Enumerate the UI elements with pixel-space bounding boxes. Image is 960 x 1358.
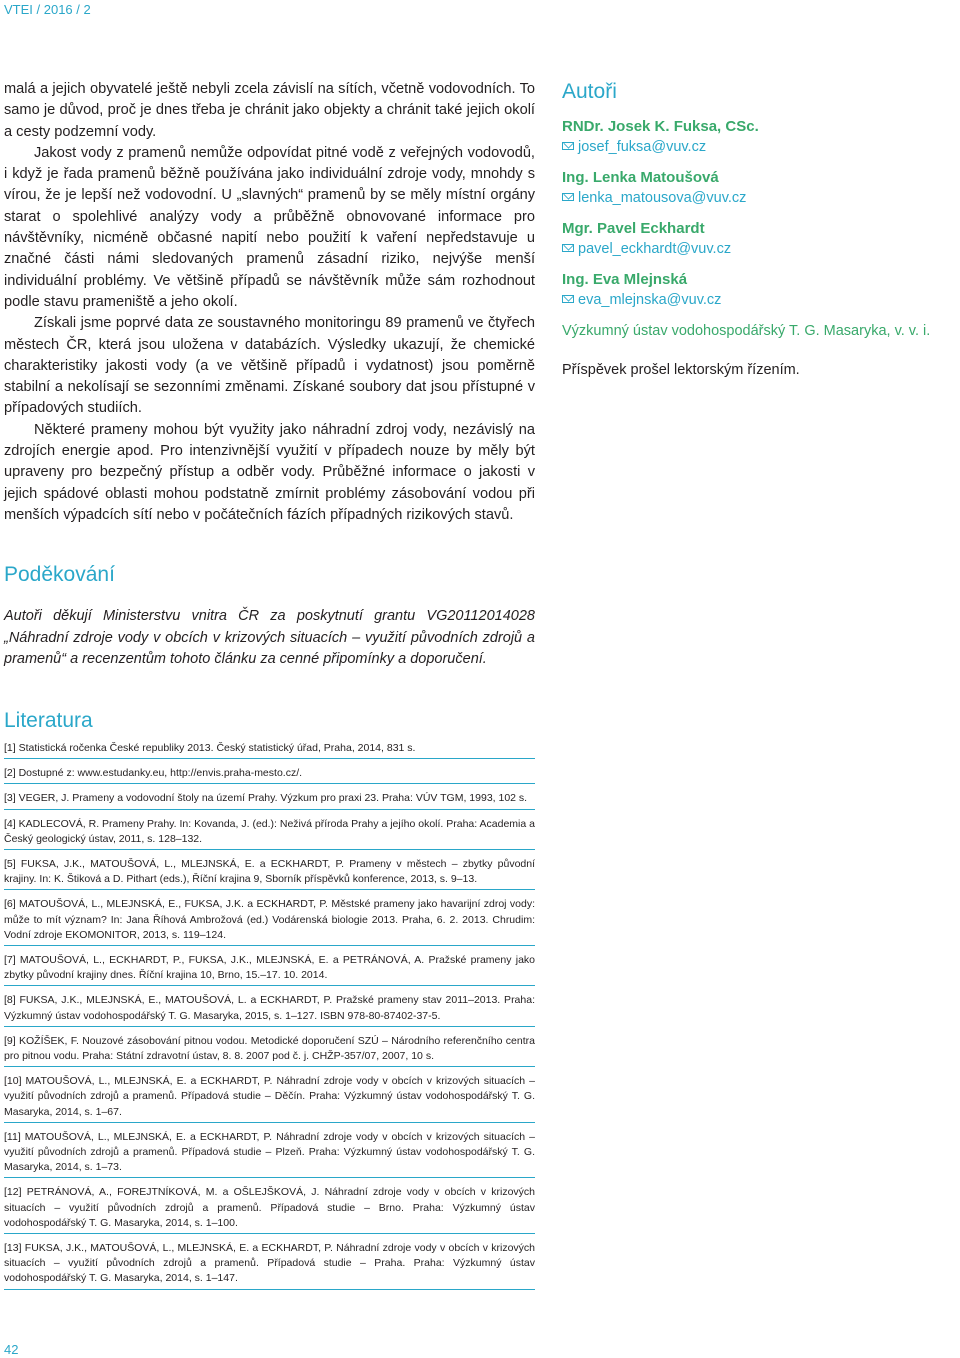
mail-icon: [562, 193, 574, 201]
author-email: eva_mlejnska@vuv.cz: [578, 292, 722, 308]
author-email: josef_fuksa@vuv.cz: [578, 139, 707, 155]
acknowledgements-text: Autoři děkují Ministerstvu vnitra ČR za poskytnutí grantu VG20112014028 „Náhradní zdroje vody v obcích v krizových situacích – využití původních zdrojů a pramenů“ a recenzentům tohoto článku za cenné připomínky a doporučení.: [4, 608, 535, 667]
main-text: [4, 79, 535, 526]
running-header: VTEI / 2016 / 2: [4, 2, 91, 17]
authors-panel: [562, 79, 960, 380]
review-note: Příspěvek prošel lektorským řízením.: [562, 362, 800, 378]
reference-item: [1] Statistická ročenka České republiky 2013. Český statistický úřad, Praha, 2014, 831 s.: [4, 740, 535, 759]
author-name: Ing. Eva Mlejnská: [562, 271, 688, 288]
author-entry: [562, 168, 960, 208]
reference-item: [11] MATOUŠOVÁ, L., MLEJNSKÁ, E. a ECKHARDT, P. Náhradní zdroje vody v obcích v krizových situacích – využití původních zdrojů a pramenů. Případová studie – Plzeň. Praha: Výzkumný ústav vodohospodářský T. G. Masaryka, 2014, s. 1–73.: [4, 1129, 535, 1179]
institute-name: Výzkumný ústav vodohospodářský T. G. Masaryka, v. v. i.: [562, 323, 931, 339]
author-email-link[interactable]: [562, 188, 960, 208]
reference-item: [6] MATOUŠOVÁ, L., MLEJNSKÁ, E., FUKSA, J.K. a ECKHARDT, P. Městské prameny jako havarijní zdroj vody: může to mít význam? In: Jana Říhová Ambrožová (ed.) Vodárenská biologie 2013. Praha, 6. 2. 2013. Chrudim: Vodní zdroje EKOMONITOR, 2013, s. 119–124.: [4, 896, 535, 946]
reference-item: [3] VEGER, J. Prameny a vodovodní štoly na území Prahy. Výzkum pro praxi 23. Praha: VÚV TGM, 1993, 102 s.: [4, 790, 535, 809]
reference-item: [5] FUKSA, J.K., MATOUŠOVÁ, L., MLEJNSKÁ, E. a ECKHARDT, P. Prameny v městech – zbytky původní krajiny. In: K. Štiková a D. Pithart (eds.), Říční krajina 9, Sborník příspěvků konference, 2013, s. 9–13.: [4, 856, 535, 890]
reference-item: [13] FUKSA, J.K., MATOUŠOVÁ, L., MLEJNSKÁ, E. a ECKHARDT, P. Náhradní zdroje vody v obcích v krizových situacích – využití původních zdrojů a pramenů. Případová studie – Praha. Praha: Výzkumný ústav vodohospodářský T. G. Masaryka, 2014, s. 1–147.: [4, 1240, 535, 1290]
reference-item: [7] MATOUŠOVÁ, L., ECKHARDT, P., FUKSA, J.K., MLEJNSKÁ, E. a PETRÁNOVÁ, A. Pražské prameny jako zbytky původní krajiny dnes. Říční krajina 10, Brno, 15.–17. 10. 2014.: [4, 952, 535, 986]
reference-item: [12] PETRÁNOVÁ, A., FOREJTNÍKOVÁ, M. a OŠLEJŠKOVÁ, J. Náhradní zdroje vody v obcích v krizových situacích – využití původních zdrojů a pramenů. Případová studie – Brno. Praha: Výzkumný ústav vodohospodářský T. G. Masaryka, 2014, s. 1–100.: [4, 1184, 535, 1234]
author-name: Mgr. Pavel Eckhardt: [562, 220, 705, 237]
author-email-link[interactable]: [562, 290, 960, 310]
paragraph: Jakost vody z pramenů nemůže odpovídat pitné vodě z veřejných vodovodů, i když je řada pramenů běžně používána jako individuální zdroje vody, mnohdy s vírou, že je lepší než vodovodní. U „slavných“ pramenů by se měly místní orgány starat o spolehlivé analýzy vody a průběžně obnovované informace pro návštěvníky, nicméně občasné napití nebo použití k vaření nepředstavuje u značné části námi sledovaných pramenů zásadní riziko, nejvýše menší individuální problémy. Ve většině případů se návštěvník může sám rozhodnout podle stavu prameniště a jeho okolí.: [4, 144, 535, 310]
reference-item: [8] FUKSA, J.K., MLEJNSKÁ, E., MATOUŠOVÁ, L. a ECKHARDT, P. Pražské prameny stav 2011–2013. Praha: Výzkumný ústav vodohospodářský T. G. Masaryka, 2015, s. 1–127. ISBN 978-80-87402-37-5.: [4, 992, 535, 1026]
reference-item: [10] MATOUŠOVÁ, L., MLEJNSKÁ, E. a ECKHARDT, P. Náhradní zdroje vody v obcích v krizových situacích – využití původních zdrojů a pramenů. Případová studie – Děčín. Praha: Výzkumný ústav vodohospodářský T. G. Masaryka, 2014, s. 1–67.: [4, 1073, 535, 1123]
mail-icon: [562, 295, 574, 303]
acknowledgements-heading: Poděkování: [4, 563, 115, 586]
literature-heading: Literatura: [4, 709, 93, 732]
author-name: RNDr. Josek K. Fuksa, CSc.: [562, 118, 759, 135]
author-entry: [562, 117, 960, 157]
authors-heading: Autoři: [562, 80, 617, 103]
author-entry: [562, 270, 960, 310]
reference-item: [9] KOŽÍŠEK, F. Nouzové zásobování pitnou vodou. Metodické doporučení SZÚ – Národního referenčního centra pro pitnou vodu. Praha: Státní zdravotní ústav, 8. 8. 2007 pod č. j. CHŽP-357/07, 2007, 10 s.: [4, 1033, 535, 1067]
author-email-link[interactable]: [562, 239, 960, 259]
paragraph: malá a jejich obyvatelé ještě nebyli zcela závislí na sítích, včetně vodovodních. To samo je důvod, proč je dnes třeba je chránit jako objekty a chránit také jejich okolí a cesty podzemní vody.: [4, 81, 535, 140]
author-name: Ing. Lenka Matoušová: [562, 169, 719, 186]
reference-item: [2] Dostupné z: www.estudanky.eu, http://envis.praha-mesto.cz/.: [4, 765, 535, 784]
mail-icon: [562, 142, 574, 150]
reference-item: [4] KADLECOVÁ, R. Prameny Prahy. In: Kovanda, J. (ed.): Neživá příroda Prahy a jejího okolí. Praha: Academia a Český geologický ústav, 2011, s. 128–132.: [4, 816, 535, 850]
author-email: lenka_matousova@vuv.cz: [578, 190, 747, 206]
paragraph: Získali jsme poprvé data ze soustavného monitoringu 89 pramenů ve čtyřech městech ČR, která jsou uložena v databázích. Výsledky ukazují, že chemické charakteristiky jakosti vody (a ve většině případů i vydatnost) jsou poměrně stabilní a nekolísají se sezonními změnami. Získané soubory dat jsou přístupné v případových studiích.: [4, 315, 535, 417]
author-entry: [562, 219, 960, 259]
paragraph: Některé prameny mohou být využity jako náhradní zdroj vody, nezávislý na zdrojích energie apod. Pro intenzivnější využití v případech nouze by měly být upraveny pro bezpečný přístup a odběr vody. Průběžné informace o jakosti v jejich spádové oblasti mohou podstatně zmírnit problémy zásobování vodou při menších výpadcích sítí nebo v počátečních fázích případných rizikových stavů.: [4, 421, 535, 523]
page-number: 42: [4, 1342, 19, 1357]
reference-list: [4, 740, 535, 1296]
mail-icon: [562, 244, 574, 252]
author-email-link[interactable]: [562, 137, 960, 157]
author-email: pavel_eckhardt@vuv.cz: [578, 241, 732, 257]
